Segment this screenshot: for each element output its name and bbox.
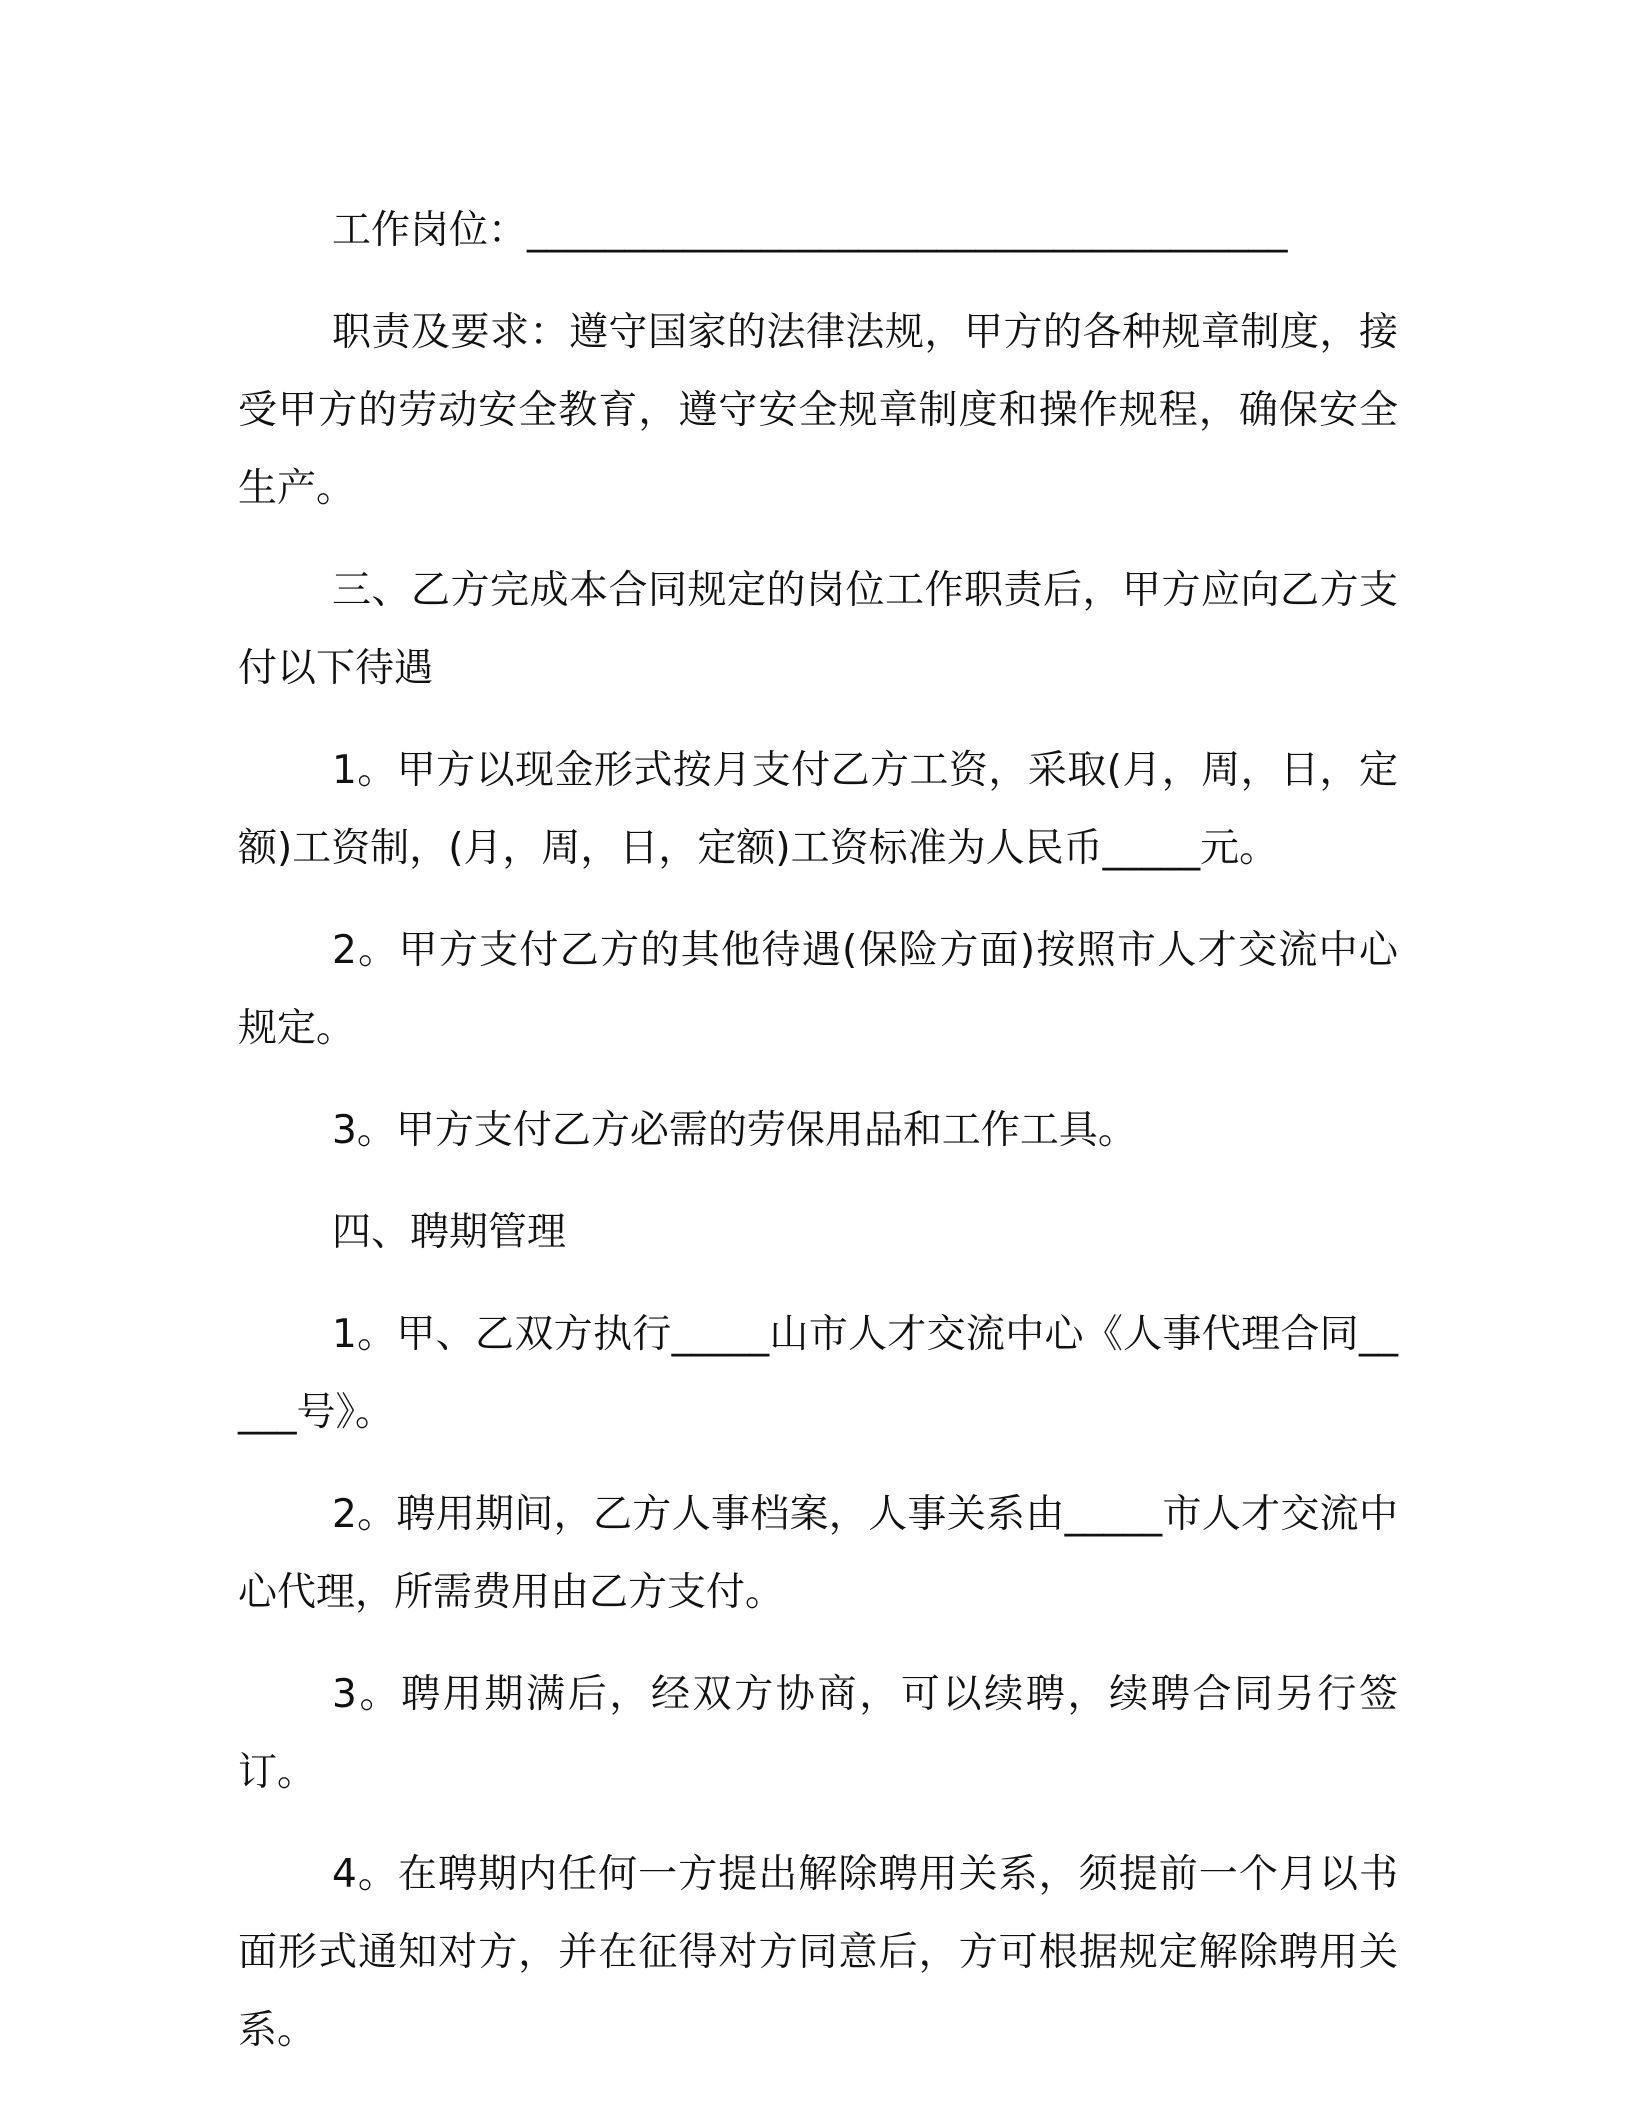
paragraph-section-three: 三、乙方完成本合同规定的岗位工作职责后，甲方应向乙方支付以下待遇	[238, 568, 1398, 691]
paragraph-job-position: 工作岗位：_______________________________________	[332, 208, 1288, 253]
paragraph-section-four: 四、聘期管理	[332, 1210, 567, 1255]
paragraph-renewal: 3。聘用期满后，经双方协商，可以续聘，续聘合同另行签订。	[238, 1672, 1398, 1795]
paragraph-salary: 1。甲方以现金形式按月支付乙方工资，采取(月，周，日，定额)工资制，(月，周，日，定额)工资标准为人民币_____元。	[238, 748, 1398, 871]
document-body	[238, 192, 1398, 2094]
paragraph-duties: 职责及要求：遵守国家的法律法规，甲方的各种规章制度，接受甲方的劳动安全教育，遵守安全规章制度和操作规程，确保安全生产。	[238, 310, 1398, 511]
paragraph-termination: 4。在聘期内任何一方提出解除聘用关系，须提前一个月以书面形式通知对方，并在征得对方同意后，方可根据规定解除聘用关系。	[238, 1852, 1398, 2053]
paragraph-other-benefits: 2。甲方支付乙方的其他待遇(保险方面)按照市人才交流中心规定。	[238, 928, 1398, 1051]
paragraph-contract-execution: 1。甲、乙双方执行_____山市人才交流中心《人事代理合同_____号》。	[238, 1312, 1398, 1435]
paragraph-personnel-files: 2。聘用期间，乙方人事档案，人事关系由_____市人才交流中心代理，所需费用由乙方支付。	[238, 1492, 1398, 1615]
paragraph-tools: 3。甲方支付乙方必需的劳保用品和工作工具。	[332, 1108, 1137, 1153]
